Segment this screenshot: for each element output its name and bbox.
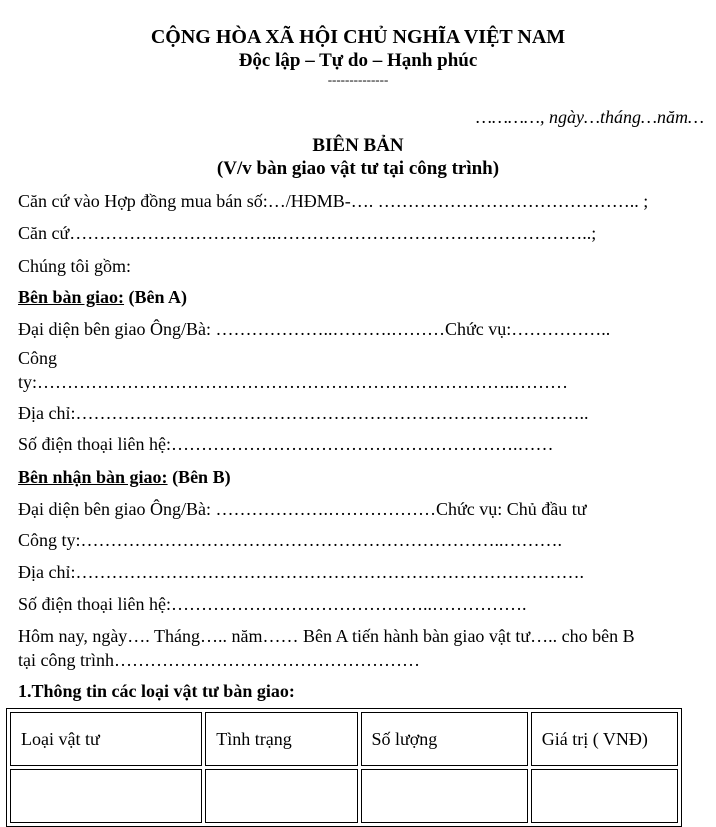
document-subtitle: (V/v bàn giao vật tư tại công trình) (216, 158, 500, 179)
party-a-company-line-1: Công (18, 348, 58, 368)
statement-line-1: Hôm nay, ngày…. Tháng….. năm…… Bên A tiến hành bàn giao vật tư….. cho bên B (18, 626, 635, 646)
motto-header: Độc lập – Tự do – Hạnh phúc (238, 50, 478, 71)
party-a-company-line-2: ty:……………………………………………………………………..……… (18, 372, 569, 392)
table-row (10, 769, 678, 823)
materials-table (6, 708, 682, 827)
table-cell[interactable] (361, 769, 528, 823)
party-b-phone-line: Số điện thoại liên hệ:……………………………………..……………. (18, 594, 527, 614)
country-header: CỘNG HÒA XÃ HỘI CHỦ NGHĨA VIỆT NAM (150, 26, 566, 48)
table-cell[interactable] (531, 769, 678, 823)
party-b-rep-line: Đại diện bên giao Ông/Bà: ……………….………………Chức vụ: Chủ đầu tư (18, 499, 587, 519)
header-quantity: Số lượng (361, 712, 528, 766)
party-b-company-line: Công ty:……………………………………………………………..………. (18, 530, 563, 550)
party-a-phone-line: Số điện thoại liên hệ:………………………………………………….…… (18, 434, 554, 454)
header-condition: Tình trạng (205, 712, 357, 766)
basis-line: Căn cứ……………………………..……………………………………………..; (18, 223, 597, 243)
header-value: Giá trị ( VNĐ) (531, 712, 678, 766)
party-a-heading-suffix: (Bên A) (124, 287, 188, 307)
party-a-heading (18, 287, 187, 308)
date-line: …………, ngày…tháng…năm… (475, 107, 704, 127)
contract-basis-line: Căn cứ vào Hợp đồng mua bán số:…/HĐMB-…. …………………………………….. ; (18, 191, 649, 211)
header-material-type: Loại vật tư (10, 712, 202, 766)
party-a-heading-label: Bên bàn giao: (18, 287, 125, 307)
party-a-address-line: Địa chỉ:………………………………………………………………………….. (18, 403, 589, 423)
we-are-line: Chúng tôi gồm: (18, 256, 132, 276)
statement-line-2: tại công trình…………………………………………… (18, 650, 420, 670)
header-separator: -------------- (327, 72, 389, 87)
party-b-heading-suffix: (Bên B) (167, 467, 231, 487)
party-a-rep-line: Đại diện bên giao Ông/Bà: ………………..……….………Chức vụ:…………….. (18, 319, 611, 339)
section-1-heading: 1.Thông tin các loại vật tư bàn giao: (18, 681, 295, 701)
table-cell[interactable] (205, 769, 357, 823)
table-header-row (10, 712, 678, 766)
table-cell[interactable] (10, 769, 202, 823)
party-b-address-line: Địa chỉ:…………………………………………………………………………. (18, 562, 584, 582)
party-b-heading-label: Bên nhận bàn giao: (18, 467, 168, 487)
party-b-heading (18, 467, 231, 488)
document-title: BIÊN BẢN (312, 135, 404, 156)
